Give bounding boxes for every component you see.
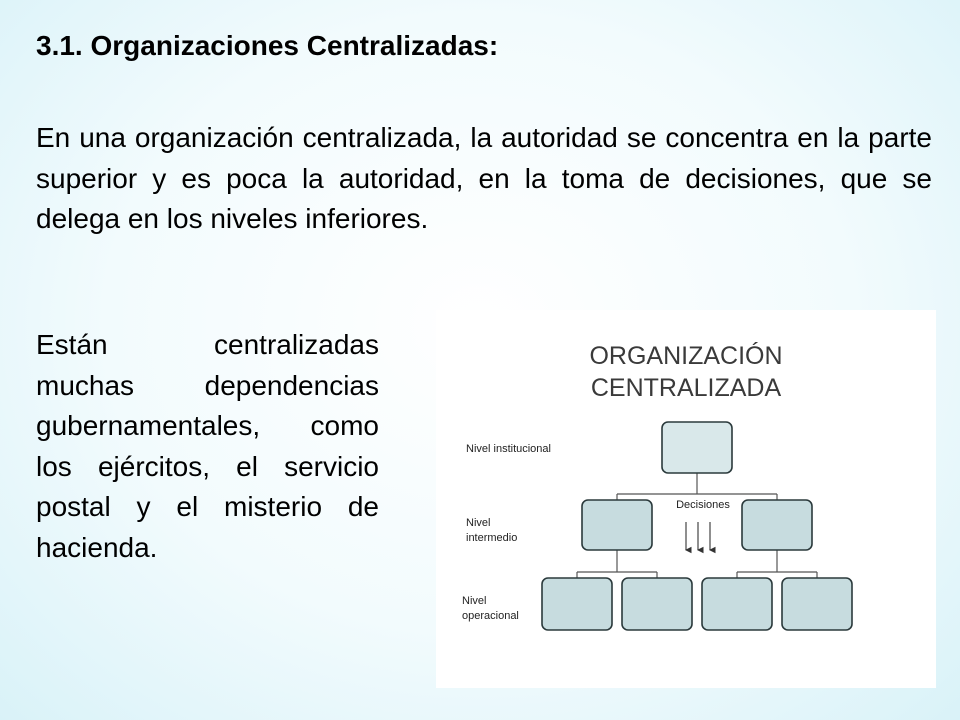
decision-arrows — [686, 522, 710, 550]
node-operacional-2 — [622, 578, 692, 630]
level-label-institucional: Nivel institucional — [466, 443, 551, 455]
decisiones-label: Decisiones — [676, 499, 730, 511]
node-intermedio-left — [582, 500, 652, 550]
intro-paragraph: En una organización centralizada, la autoridad se concentra en la parte superior y es poca la autoridad, en la toma de decisiones, que se delega en los niveles inferiores. — [36, 122, 932, 234]
node-intermedio-right — [742, 500, 812, 550]
level-label-operacional-line1: Nivel — [462, 595, 487, 607]
level-label-intermedio-line1: Nivel — [466, 517, 491, 529]
node-operacional-3 — [702, 578, 772, 630]
level-label-intermedio-line2: intermedio — [466, 532, 518, 544]
diagram-title-line1: ORGANIZACIÓN — [589, 342, 783, 370]
org-chart-diagram — [436, 310, 936, 688]
slide-title: 3.1. Organizaciones Centralizadas: — [36, 30, 499, 61]
org-chart-svg — [436, 310, 936, 688]
node-operacional-1 — [542, 578, 612, 630]
level-label-operacional-line2: operacional — [462, 610, 519, 622]
node-operacional-4 — [782, 578, 852, 630]
node-institucional — [662, 422, 732, 473]
diagram-title-line2: CENTRALIZADA — [590, 374, 782, 402]
examples-paragraph: Están centralizadas muchas dependencias gubernamentales, como los ejércitos, el servicio postal y el misterio de hacienda. — [36, 329, 379, 563]
